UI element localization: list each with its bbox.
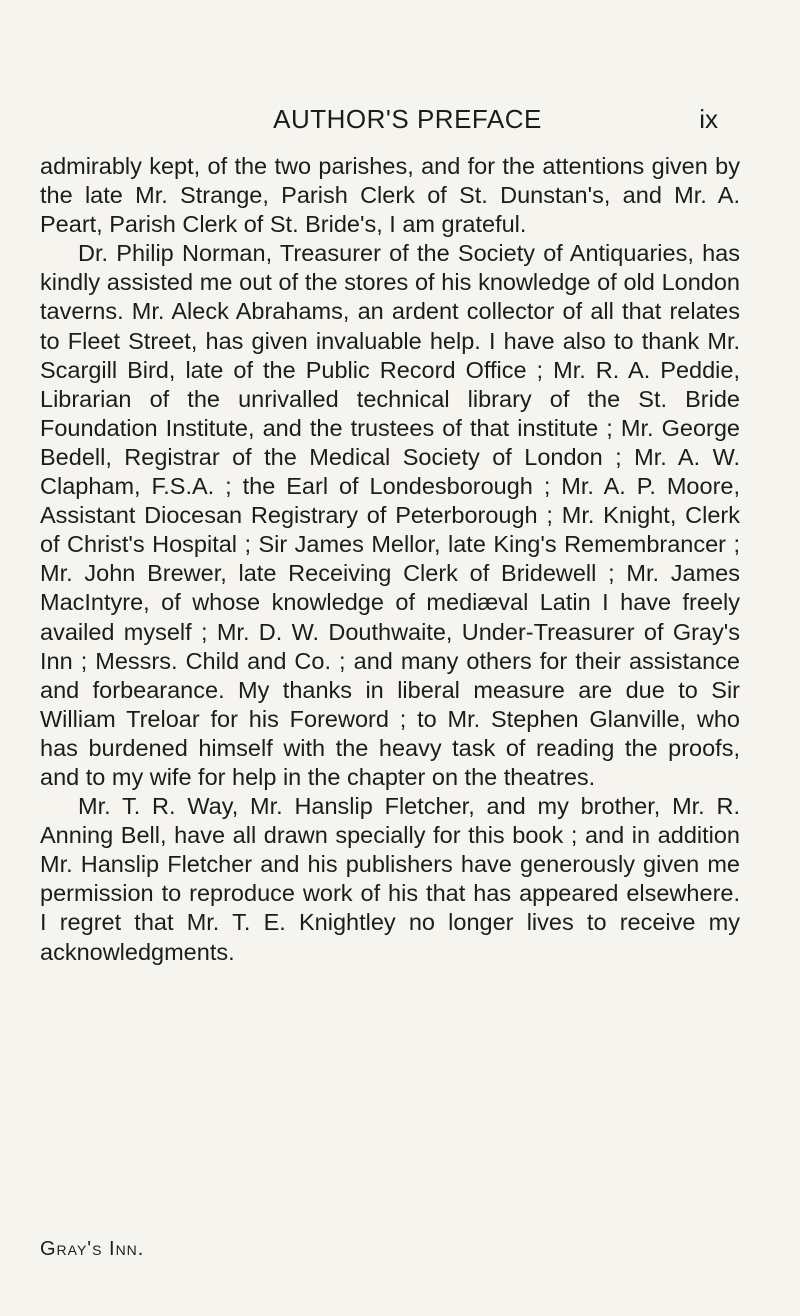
page-number: ix bbox=[699, 104, 718, 134]
paragraph-2: Dr. Philip Norman, Treasurer of the Society of Antiquaries, has kindly assisted me out of the stores of his knowledge of old London taverns. Mr. Aleck Abrahams, an ardent collector of all that relates to Fleet Street, has given invaluable help. I have also to thank Mr. Scargill Bird, late of the Public Record Office ; Mr. R. A. Peddie, Librarian of the unrivalled technical library of the St. Bride Foundation Institute, and the trustees of that institute ; Mr. George Bedell, Registrar of the Medical Society of London ; Mr. A. W. Clapham, F.S.A. ; the Earl of Londesborough ; Mr. A. P. Moore, Assistant Diocesan Registrary of Peterborough ; Mr. Knight, Clerk of Christ's Hospital ; Sir James Mellor, late King's Remembrancer ; Mr. John Brewer, late Receiving Clerk of Bridewell ; Mr. James MacIntyre, of whose knowledge of mediæval Latin I have freely availed myself ; Mr. D. W. Douthwaite, Under-Treasurer of Gray's Inn ; Messrs. Child and Co. ; and many others for their assistance and forbearance. My thanks in liberal measure are due to Sir William Treloar for his Foreword ; to Mr. Stephen Glanville, who has burdened himself with the heavy task of reading the proofs, and to my wife for help in the chapter on the theatres. bbox=[40, 240, 740, 790]
place-signature: Gray's Inn. bbox=[40, 1238, 145, 1260]
running-title: AUTHOR'S PREFACE bbox=[273, 104, 542, 134]
paragraph-1: admirably kept, of the two parishes, and for the attentions given by the late Mr. Strange, Parish Clerk of St. Dunstan's, and Mr. A. Peart, Parish Clerk of St. Bride's, I am grateful. bbox=[40, 153, 740, 238]
running-head bbox=[97, 101, 718, 137]
paragraph-3: Mr. T. R. Way, Mr. Hanslip Fletcher, and my brother, Mr. R. Anning Bell, have all drawn specially for this book ; and in addition Mr. Hanslip Fletcher and his publishers have generously given me permission to reproduce work of his that has appeared elsewhere. I regret that Mr. T. E. Knightley no longer lives to receive my acknowledgments. bbox=[40, 793, 740, 965]
preface-body bbox=[40, 152, 740, 967]
